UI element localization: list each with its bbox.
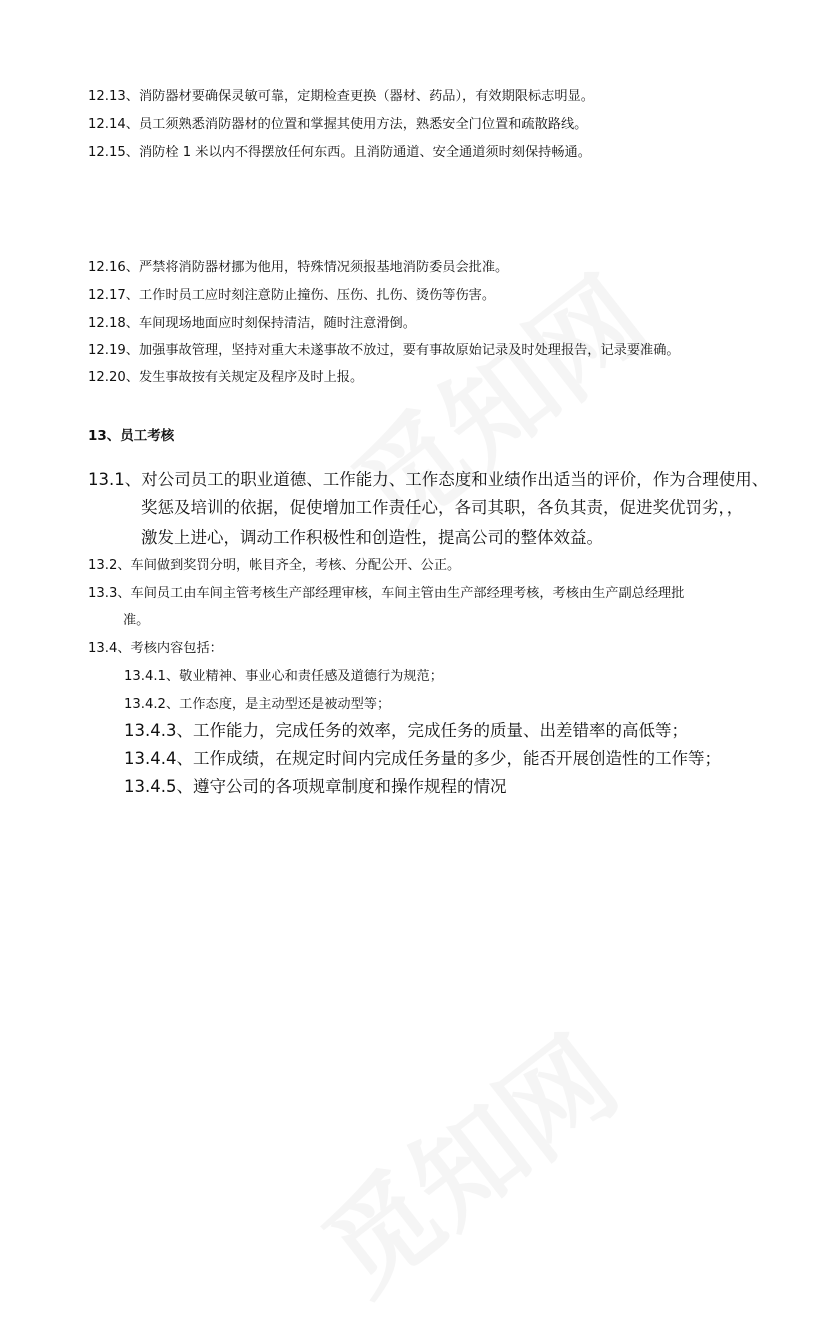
clause-13-3-line-1: 13.3、车间员工由车间主管考核生产部经理审核，车间主管由生产部经理考核，考核由生产副总经理批 [88,586,685,601]
clause-12-14: 12.14、员工须熟悉消防器材的位置和掌握其使用方法，熟悉安全门位置和疏散路线。 [88,117,588,132]
clause-13-4-3: 13.4.3、工作能力，完成任务的效率，完成任务的质量、出差错率的高低等； [124,721,688,740]
section-13-heading: 13、员工考核 [88,428,175,444]
clause-12-16: 12.16、严禁将消防器材挪为他用，特殊情况须报基地消防委员会批准。 [88,260,509,275]
watermark-bottom [286,995,643,1323]
clause-13-4-2: 13.4.2、工作态度，是主动型还是被动型等； [124,697,391,712]
clause-12-13: 12.13、消防器材要确保灵敏可靠，定期检查更换（器材、药品），有效期限标志明显。 [88,89,594,104]
clause-13-4-4: 13.4.4、工作成绩，在规定时间内完成任务量的多少，能否开展创造性的工作等； [124,749,721,768]
clause-13-2: 13.2、车间做到奖罚分明，帐目齐全，考核、分配公开、公正。 [88,558,461,573]
clause-13-4-1: 13.4.1、敬业精神、事业心和责任感及道德行为规范； [124,669,443,684]
clause-12-18: 12.18、车间现场地面应时刻保持清洁，随时注意滑倒。 [88,316,416,331]
clause-13-1-line-1: 13.1、对公司员工的职业道德、工作能力、工作态度和业绩作出适当的评价，作为合理使用、 [88,470,769,489]
clause-13-1-line-3: 激发上进心，调动工作积极性和创造性，提高公司的整体效益。 [141,528,603,547]
clause-12-20: 12.20、发生事故按有关规定及程序及时上报。 [88,370,364,385]
clause-12-17: 12.17、工作时员工应时刻注意防止撞伤、压伤、扎伤、烫伤等伤害。 [88,288,496,303]
clause-13-4-5: 13.4.5、遵守公司的各项规章制度和操作规程的情况 [124,777,507,796]
clause-13-4: 13.4、考核内容包括： [88,641,223,656]
clause-13-3-line-2: 准。 [123,613,150,628]
clause-13-1-line-2: 奖惩及培训的依据，促使增加工作责任心，各司其职，各负其责，促进奖优罚劣，， [141,498,744,517]
clause-12-15: 12.15、消防栓 1 米以内不得摆放任何东西。且消防通道、安全通道须时刻保持畅通。 [88,145,591,160]
clause-12-19: 12.19、加强事故管理，坚持对重大未遂事故不放过，要有事故原始记录及时处理报告，记录要准确。 [88,343,680,358]
